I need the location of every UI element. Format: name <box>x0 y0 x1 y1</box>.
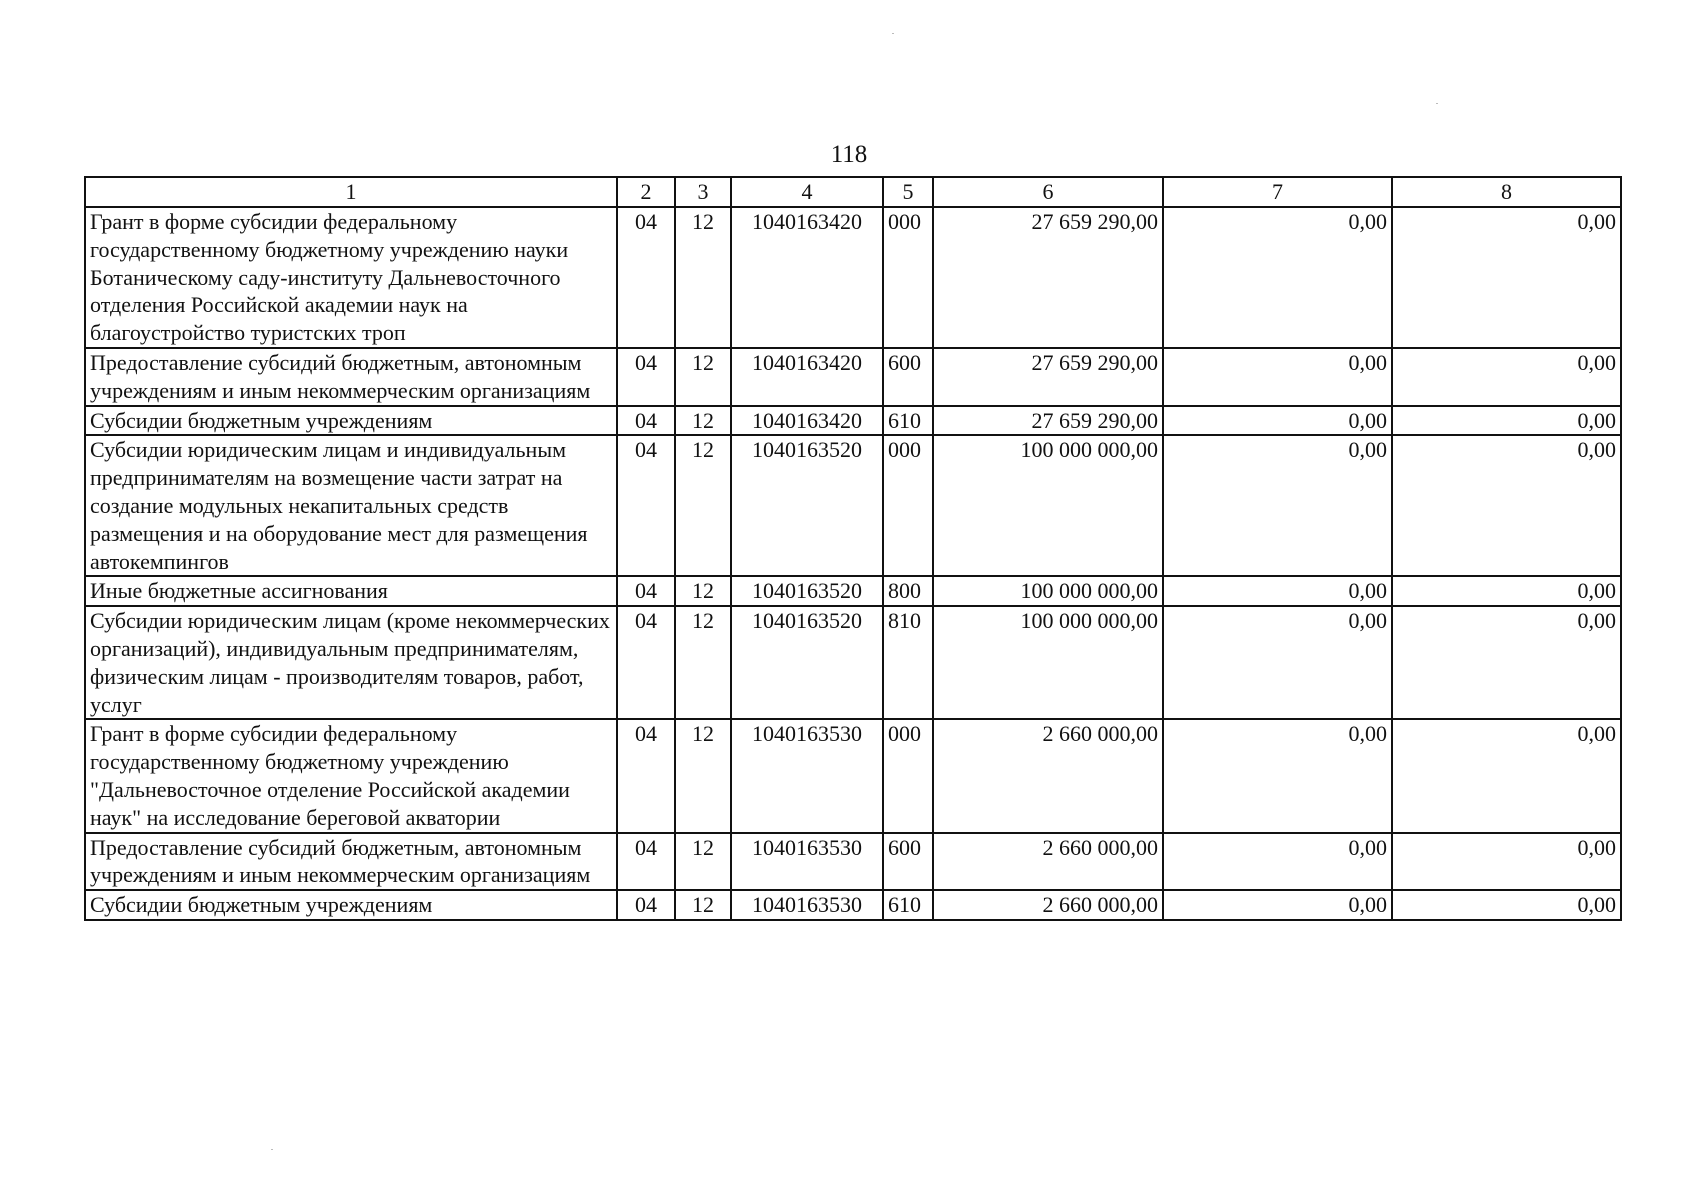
amount-col-7: 0,00 <box>1163 719 1392 832</box>
expense-type-code: 000 <box>883 435 933 576</box>
column-header: 1 <box>85 177 617 207</box>
table-row <box>85 435 1621 576</box>
target-article-code: 1040163520 <box>731 435 883 576</box>
amount-col-7: 0,00 <box>1163 890 1392 920</box>
table-row <box>85 207 1621 348</box>
target-article-code: 1040163520 <box>731 606 883 719</box>
column-header: 7 <box>1163 177 1392 207</box>
amount-col-7: 0,00 <box>1163 606 1392 719</box>
expense-type-code: 600 <box>883 348 933 406</box>
amount-col-8: 0,00 <box>1392 207 1621 348</box>
section-code: 04 <box>617 890 675 920</box>
amount-col-8: 0,00 <box>1392 890 1621 920</box>
expense-type-code: 600 <box>883 833 933 891</box>
subsection-code: 12 <box>675 833 731 891</box>
column-header: 3 <box>675 177 731 207</box>
scan-speck <box>1436 103 1438 104</box>
page-number: 118 <box>830 141 868 168</box>
amount-col-8: 0,00 <box>1392 719 1621 832</box>
amount-col-8: 0,00 <box>1392 406 1621 436</box>
amount-col-8: 0,00 <box>1392 435 1621 576</box>
amount-col-7: 0,00 <box>1163 576 1392 606</box>
subsection-code: 12 <box>675 576 731 606</box>
amount-col-6: 2 660 000,00 <box>933 833 1163 891</box>
subsection-code: 12 <box>675 207 731 348</box>
target-article-code: 1040163420 <box>731 207 883 348</box>
expense-name: Грант в форме субсидии федеральному государственному бюджетному учреждению науки Ботаническому саду-институту Дальневосточного отделения Российской академии наук на благоустройство туристских троп <box>85 207 617 348</box>
expense-name: Предоставление субсидий бюджетным, автономным учреждениям и иным некоммерческим организациям <box>85 348 617 406</box>
expense-type-code: 610 <box>883 890 933 920</box>
expense-type-code: 000 <box>883 207 933 348</box>
table-row <box>85 348 1621 406</box>
target-article-code: 1040163530 <box>731 833 883 891</box>
expense-name: Субсидии бюджетным учреждениям <box>85 890 617 920</box>
amount-col-8: 0,00 <box>1392 606 1621 719</box>
column-header: 6 <box>933 177 1163 207</box>
header-row <box>85 177 1621 207</box>
amount-col-8: 0,00 <box>1392 576 1621 606</box>
column-header: 4 <box>731 177 883 207</box>
table-row <box>85 890 1621 920</box>
amount-col-7: 0,00 <box>1163 435 1392 576</box>
amount-col-7: 0,00 <box>1163 207 1392 348</box>
section-code: 04 <box>617 348 675 406</box>
table-row <box>85 719 1621 832</box>
expense-type-code: 800 <box>883 576 933 606</box>
table-row <box>85 606 1621 719</box>
column-header: 8 <box>1392 177 1621 207</box>
expense-type-code: 000 <box>883 719 933 832</box>
section-code: 04 <box>617 719 675 832</box>
column-header: 5 <box>883 177 933 207</box>
amount-col-6: 100 000 000,00 <box>933 435 1163 576</box>
section-code: 04 <box>617 207 675 348</box>
subsection-code: 12 <box>675 348 731 406</box>
section-code: 04 <box>617 406 675 436</box>
expense-name: Субсидии юридическим лицам (кроме некоммерческих организаций), индивидуальным предпринимателям, физическим лицам - производителям товаров, работ, услуг <box>85 606 617 719</box>
subsection-code: 12 <box>675 606 731 719</box>
expense-name: Грант в форме субсидии федеральному государственному бюджетному учреждению "Дальневосточное отделение Российской академии наук" на исследование береговой акватории <box>85 719 617 832</box>
scan-speck <box>892 33 894 34</box>
amount-col-7: 0,00 <box>1163 406 1392 436</box>
subsection-code: 12 <box>675 890 731 920</box>
expense-name: Предоставление субсидий бюджетным, автономным учреждениям и иным некоммерческим организациям <box>85 833 617 891</box>
amount-col-6: 2 660 000,00 <box>933 890 1163 920</box>
amount-col-6: 100 000 000,00 <box>933 576 1163 606</box>
table-row <box>85 833 1621 891</box>
section-code: 04 <box>617 606 675 719</box>
target-article-code: 1040163530 <box>731 719 883 832</box>
section-code: 04 <box>617 435 675 576</box>
target-article-code: 1040163420 <box>731 406 883 436</box>
amount-col-6: 100 000 000,00 <box>933 606 1163 719</box>
amount-col-6: 27 659 290,00 <box>933 348 1163 406</box>
amount-col-8: 0,00 <box>1392 348 1621 406</box>
section-code: 04 <box>617 833 675 891</box>
amount-col-7: 0,00 <box>1163 348 1392 406</box>
amount-col-6: 2 660 000,00 <box>933 719 1163 832</box>
table-row <box>85 576 1621 606</box>
amount-col-7: 0,00 <box>1163 833 1392 891</box>
scan-speck <box>271 1149 273 1150</box>
subsection-code: 12 <box>675 719 731 832</box>
expense-name: Субсидии юридическим лицам и индивидуальным предпринимателям на возмещение части затрат на создание модульных некапитальных средств размещения и на оборудование мест для размещения автокемпингов <box>85 435 617 576</box>
expense-name: Субсидии бюджетным учреждениям <box>85 406 617 436</box>
budget-table <box>84 176 1622 921</box>
subsection-code: 12 <box>675 406 731 436</box>
amount-col-6: 27 659 290,00 <box>933 207 1163 348</box>
subsection-code: 12 <box>675 435 731 576</box>
target-article-code: 1040163420 <box>731 348 883 406</box>
expense-type-code: 810 <box>883 606 933 719</box>
amount-col-6: 27 659 290,00 <box>933 406 1163 436</box>
target-article-code: 1040163530 <box>731 890 883 920</box>
expense-type-code: 610 <box>883 406 933 436</box>
expense-name: Иные бюджетные ассигнования <box>85 576 617 606</box>
table-row <box>85 406 1621 436</box>
section-code: 04 <box>617 576 675 606</box>
amount-col-8: 0,00 <box>1392 833 1621 891</box>
column-header: 2 <box>617 177 675 207</box>
target-article-code: 1040163520 <box>731 576 883 606</box>
